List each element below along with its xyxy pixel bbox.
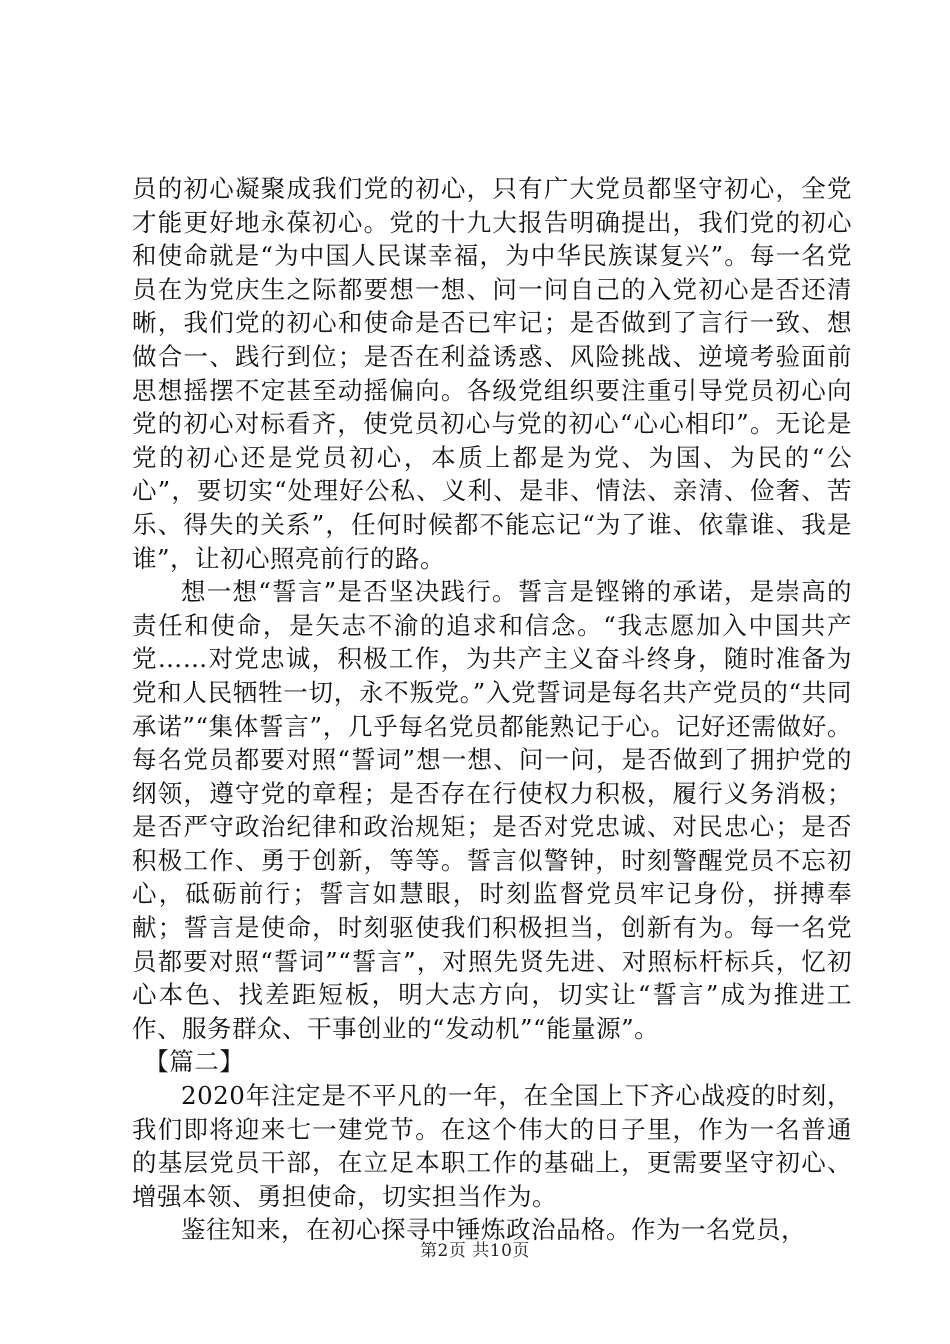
body-paragraph: 员的初心凝聚成我们党的初心，只有广大党员都坚守初心，全党才能更好地永葆初心。党的十九大报告明确提出，我们党的初心和使命就是“为中国人民谋幸福，为中华民族谋复兴”。每一名党员在为党庆生之际都要想一想、问一问自己的入党初心是否还清晰，我们党的初心和使命是否已牢记；是否做到了言行一致、想做合一、践行到位；是否在利益诱惑、风险挑战、逆境考验面前思想摇摆不定甚至动摇偏向。各级党组织要注重引导党员初心向党的初心对标看齐，使党员初心与党的初心“心心相印”。无论是党的初心还是党员初心，本质上都是为党、为国、为民的“公心”，要切实“处理好公私、义利、是非、情法、亲清、俭奢、苦乐、得失的关系”，任何时候都不能忘记“为了谁、依靠谁、我是谁”，让初心照亮前行的路。 <box>132 174 852 573</box>
body-paragraph: 鉴往知来，在初心探寻中锤炼政治品格。作为一名党员， <box>181 1215 806 1245</box>
document-body <box>132 172 852 1247</box>
page-footer: 第2页 共10页 <box>420 1241 530 1261</box>
body-paragraph: 2020年注定是不平凡的一年，在全国上下齐心战疫的时刻，我们即将迎来七一建党节。在这个伟大的日子里，作为一名普通的基层党员干部，在立足本职工作的基础上，更需要坚守初心、增强本领、勇担使命，切实担当作为。 <box>132 1081 852 1211</box>
body-paragraph: 想一想“誓言”是否坚决践行。誓言是铿锵的承诺，是崇高的责任和使命，是矢志不渝的追求和信念。“我志愿加入中国共产党……对党忠诚，积极工作，为共产主义奋斗终身，随时准备为党和人民牺牲一切，永不叛党。”入党誓词是每名共产党员的“共同承诺”“集体誓言”，几乎每名党员都能熟记于心。记好还需做好。每名党员都要对照“誓词”想一想、问一问，是否做到了拥护党的纲领，遵守党的章程；是否存在行使权力积极，履行义务消极；是否严守政治纪律和政治规矩；是否对党忠诚、对民忠心；是否积极工作、勇于创新，等等。誓言似警钟，时刻警醒党员不忘初心，砥砺前行；誓言如慧眼，时刻监督党员牢记身份，拼搏奉献；誓言是使命，时刻驱使我们积极担当，创新有为。每一名党员都要对照“誓词”“誓言”，对照先贤先进、对照标杆标兵，忆初心本色、找差距短板，明大志方向，切实让“誓言”成为推进工作、服务群众、干事创业的“发动机”“能量源”。 <box>132 577 852 1043</box>
section-heading: 【篇二】 <box>144 1047 245 1077</box>
